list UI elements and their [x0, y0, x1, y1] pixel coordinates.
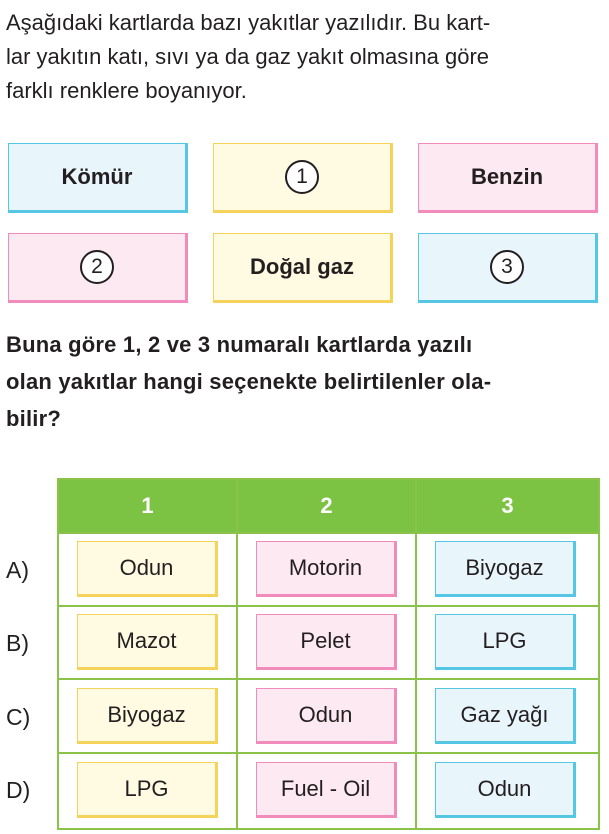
- option-a-col-1: Odun: [77, 541, 218, 597]
- intro-line-2: lar yakıtın katı, sıvı ya da gaz yakıt olmasına göre: [6, 44, 490, 69]
- question-line-2: olan yakıtlar hangi seçenekte belirtilenler ola-: [6, 369, 492, 394]
- card-number-3: [418, 233, 598, 303]
- card-komur: [8, 143, 188, 213]
- option-label-b[interactable]: B): [6, 630, 29, 656]
- card-label: Kömür: [61, 164, 133, 189]
- circled-number: 3: [490, 250, 524, 284]
- option-d-col-3: Odun: [435, 762, 576, 818]
- table-cell: [417, 534, 598, 605]
- option-b-col-2: Pelet: [256, 614, 397, 670]
- table-header-1: 1: [59, 480, 236, 532]
- table-cell: [59, 680, 236, 752]
- table-cell: [238, 607, 415, 678]
- option-b-col-3: LPG: [435, 614, 576, 670]
- card-number-2: [8, 233, 188, 303]
- option-c-col-2: Odun: [256, 688, 397, 744]
- question-line-1: Buna göre 1, 2 ve 3 numaralı kartlarda yazılı: [6, 332, 473, 357]
- option-d-col-2: Fuel - Oil: [256, 762, 397, 818]
- option-label-a[interactable]: A): [6, 557, 29, 583]
- answer-table: [57, 478, 600, 830]
- option-a-col-2: Motorin: [256, 541, 397, 597]
- circled-number: 2: [80, 250, 114, 284]
- circled-number: 1: [285, 160, 319, 194]
- intro-line-1: Aşağıdaki kartlarda bazı yakıtlar yazılıdır. Bu kart-: [6, 10, 491, 35]
- table-header-3: 3: [417, 480, 598, 532]
- card-label: Benzin: [470, 164, 544, 189]
- table-cell: [417, 607, 598, 678]
- intro-line-3: farklı renklere boyanıyor.: [6, 78, 247, 103]
- option-c-col-3: Gaz yağı: [435, 688, 576, 744]
- option-c-col-1: Biyogaz: [77, 688, 218, 744]
- table-header-2: 2: [238, 480, 415, 532]
- table-cell: [59, 754, 236, 828]
- question-line-3: bilir?: [6, 406, 61, 431]
- table-cell: [238, 534, 415, 605]
- card-number-1: [213, 143, 393, 213]
- card-dogal-gaz: [213, 233, 393, 303]
- option-a-col-3: Biyogaz: [435, 541, 576, 597]
- option-b-col-1: Mazot: [77, 614, 218, 670]
- question-text: [6, 326, 604, 437]
- table-cell: [417, 754, 598, 828]
- table-cell: [238, 680, 415, 752]
- table-cell: [417, 680, 598, 752]
- table-cell: [59, 607, 236, 678]
- option-d-col-1: LPG: [77, 762, 218, 818]
- card-label: Doğal gaz: [250, 254, 354, 279]
- table-cell: [59, 534, 236, 605]
- intro-text: [6, 6, 604, 108]
- table-cell: [238, 754, 415, 828]
- option-label-d[interactable]: D): [6, 777, 31, 803]
- option-label-c[interactable]: C): [6, 704, 31, 730]
- card-benzin: [418, 143, 598, 213]
